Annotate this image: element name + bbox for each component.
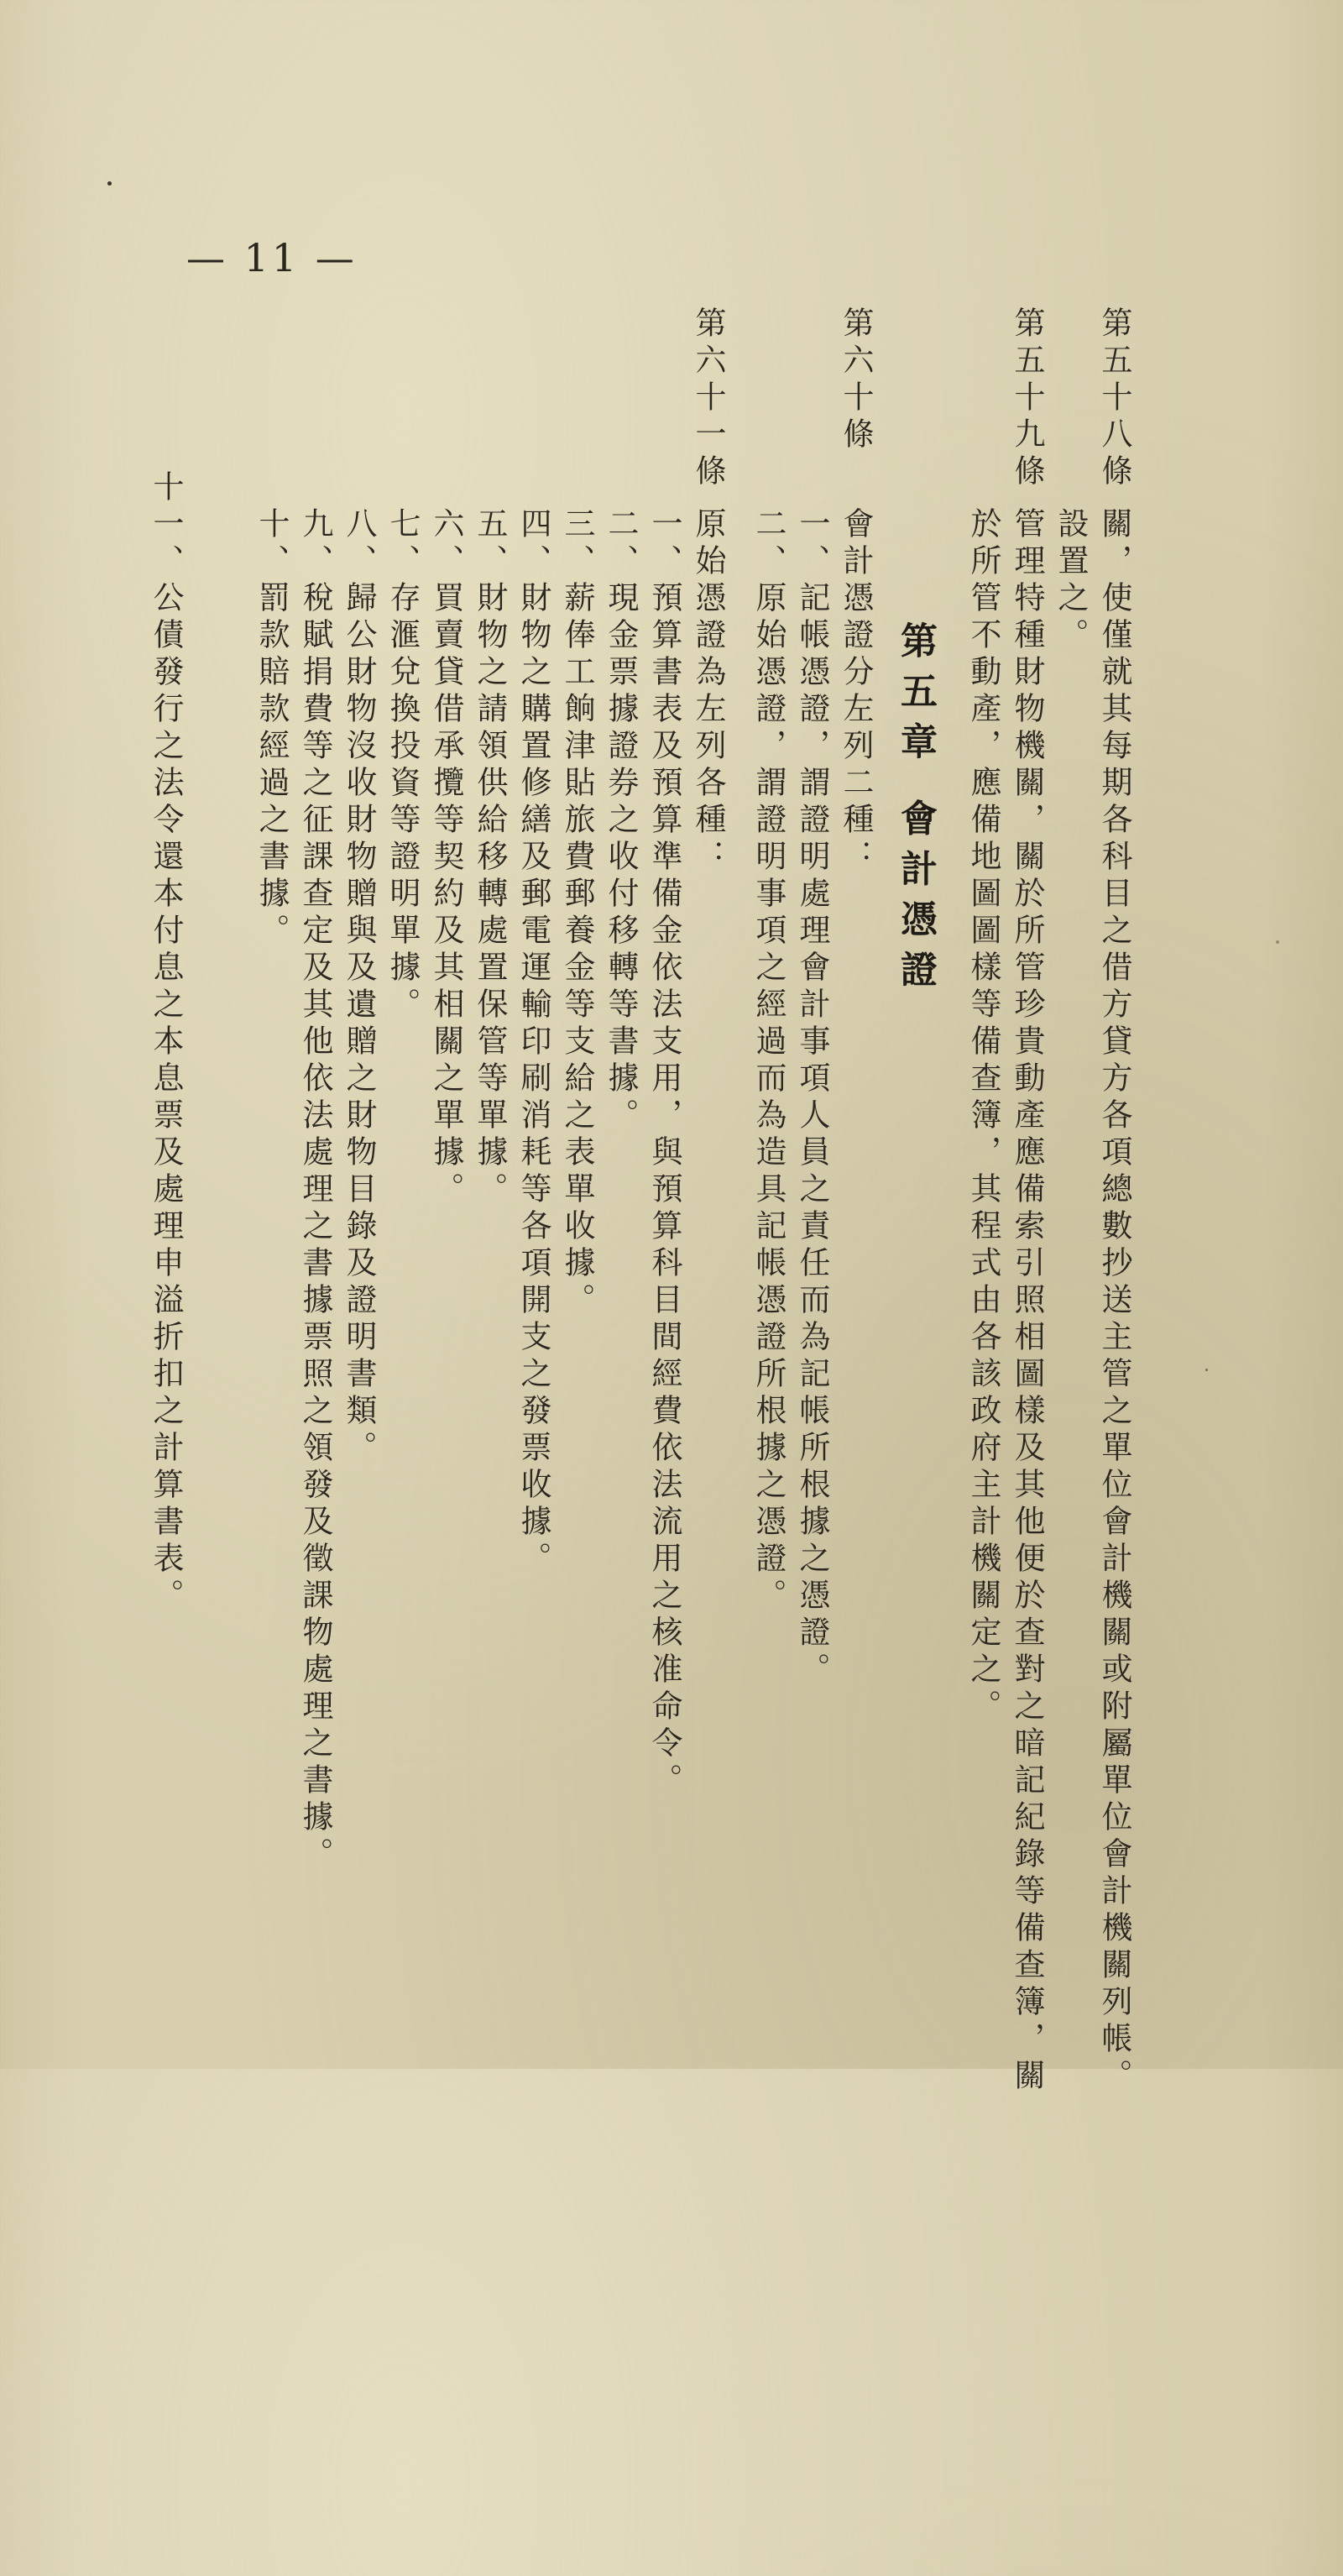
article-61-item-10: 十、罰款賠款經過之書據。 bbox=[253, 507, 290, 950]
article-61-item-2: 二、現金票據證券之收付移轉等書據。 bbox=[603, 507, 639, 1135]
page-number: — 11 — bbox=[186, 235, 358, 280]
article-61-item-7: 七、存滙兌換投資等證明單據。 bbox=[384, 507, 421, 1024]
article-58-line-1: 關，使僅就其每期各科目之借方貸方各項總數抄送主管之單位會計機關或附屬單位會計機關列帳。 bbox=[1096, 507, 1132, 2096]
article-59-line-2: 於所管不動產，應備地圖圖樣等備查簿，其程式由各該政府主計機關定之。 bbox=[965, 507, 1001, 1726]
article-61-item-11: 十一、公債發行之法令還本付息之本息票及處理申溢折扣之計算書表。 bbox=[148, 470, 184, 1615]
article-61-item-1: 一、預算書表及預算準備金依法支用，與預算科目間經費依法流用之核准命令。 bbox=[646, 507, 682, 1800]
article-61-item-5: 五、財物之請領供給移轉處置保管等單據。 bbox=[472, 507, 508, 1209]
article-61-item-6: 六、買賣貸借承攬等契約及其相關之單據。 bbox=[428, 507, 464, 1209]
article-60-line-2: 一、記帳憑證，謂證明處理會計事項人員之責任而為記帳所根據之憑證。 bbox=[794, 507, 830, 1689]
article-60-line-3: 二、原始憑證，謂證明事項之經過而為造具記帳憑證所根據之憑證。 bbox=[750, 507, 786, 1615]
paper-speck bbox=[107, 181, 112, 186]
article-61-item-9: 九、稅賦捐費等之征課查定及其他依法處理之書據票照之領發及徵課物處理之書據。 bbox=[297, 507, 333, 1874]
article-61-line-1: 原始憑證為左列各種： bbox=[690, 507, 726, 877]
paper-speck bbox=[1205, 1369, 1208, 1371]
chapter-heading: 第五章 會計憑證 bbox=[894, 621, 937, 1001]
article-61-item-3: 三、薪俸工餉津貼旅費郵養金等支給之表單收據。 bbox=[559, 507, 595, 1320]
article-61-item-8: 八、歸公財物沒收財物贈與及遺贈之財物目錄及證明書類。 bbox=[341, 507, 377, 1468]
article-59-line-1: 管理特種財物機關，關於所管珍貴動產應備索引照相圖樣及其他便於查對之暗記紀錄等備查簿，關 bbox=[1009, 507, 1045, 2096]
article-label-60: 第六十條 bbox=[838, 306, 874, 454]
article-61-item-4: 四、財物之購置修繕及郵電運輸印刷消耗等各項開支之發票收據。 bbox=[515, 507, 551, 1579]
article-58-line-3: 設置之。 bbox=[1053, 507, 1089, 655]
paper-speck bbox=[1276, 940, 1279, 944]
article-label-58: 第五十八條 bbox=[1096, 306, 1132, 491]
article-label-59: 第五十九條 bbox=[1009, 306, 1045, 491]
article-label-61: 第六十一條 bbox=[690, 306, 726, 491]
article-60-line-1: 會計憑證分左列二種： bbox=[838, 507, 874, 877]
